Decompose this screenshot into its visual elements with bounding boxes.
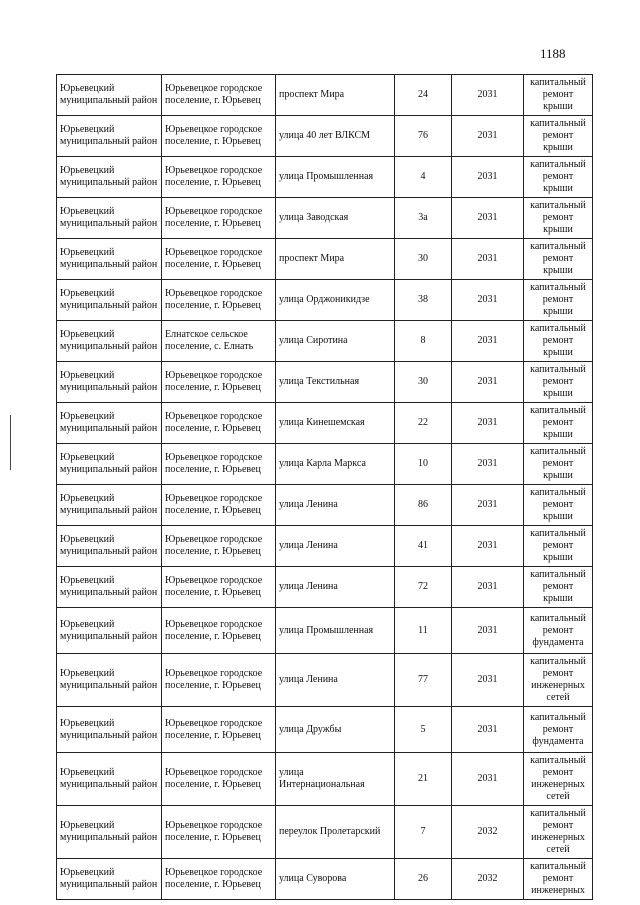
- year-cell: 2031: [452, 280, 524, 321]
- district-cell: Юрьевецкий муниципальный район: [57, 280, 162, 321]
- house-number-cell: 11: [395, 608, 452, 654]
- year-cell: 2031: [452, 75, 524, 116]
- year-cell: 2031: [452, 526, 524, 567]
- house-number-cell: 4: [395, 157, 452, 198]
- settlement-cell: Юрьевецкое городское поселение, г. Юрьевец: [162, 157, 276, 198]
- house-number-cell: 5: [395, 707, 452, 753]
- work-type-cell: капитальный ремонт крыши: [524, 485, 593, 526]
- district-cell: Юрьевецкий муниципальный район: [57, 403, 162, 444]
- table-row: [57, 157, 593, 198]
- work-type-cell: капитальный ремонт крыши: [524, 321, 593, 362]
- work-type-cell: капитальный ремонт крыши: [524, 526, 593, 567]
- house-number-cell: 30: [395, 362, 452, 403]
- settlement-cell: Юрьевецкое городское поселение, г. Юрьевец: [162, 485, 276, 526]
- work-type-cell: капитальный ремонт крыши: [524, 567, 593, 608]
- house-number-cell: 86: [395, 485, 452, 526]
- work-type-cell: капитальный ремонт фундамента: [524, 608, 593, 654]
- year-cell: 2031: [452, 707, 524, 753]
- district-cell: Юрьевецкий муниципальный район: [57, 362, 162, 403]
- settlement-cell: Юрьевецкое городское поселение, г. Юрьевец: [162, 567, 276, 608]
- street-cell: улица Карла Маркса: [276, 444, 395, 485]
- street-cell: улица Сиротина: [276, 321, 395, 362]
- street-cell: проспект Мира: [276, 75, 395, 116]
- street-cell: улица Ленина: [276, 567, 395, 608]
- year-cell: 2031: [452, 403, 524, 444]
- table-body: [57, 75, 593, 900]
- street-cell: улица Суворова: [276, 859, 395, 900]
- district-cell: Юрьевецкий муниципальный район: [57, 116, 162, 157]
- year-cell: 2031: [452, 239, 524, 280]
- year-cell: 2031: [452, 321, 524, 362]
- district-cell: Юрьевецкий муниципальный район: [57, 75, 162, 116]
- street-cell: улица Дружбы: [276, 707, 395, 753]
- work-type-cell: капитальный ремонт крыши: [524, 280, 593, 321]
- work-type-cell: капитальный ремонт крыши: [524, 75, 593, 116]
- house-number-cell: 76: [395, 116, 452, 157]
- table-row: [57, 280, 593, 321]
- settlement-cell: Юрьевецкое городское поселение, г. Юрьевец: [162, 444, 276, 485]
- table-row: [57, 654, 593, 707]
- settlement-cell: Юрьевецкое городское поселение, г. Юрьевец: [162, 526, 276, 567]
- page-number: 1188: [540, 46, 566, 61]
- street-cell: улица Заводская: [276, 198, 395, 239]
- table-row: [57, 321, 593, 362]
- year-cell: 2031: [452, 198, 524, 239]
- district-cell: Юрьевецкий муниципальный район: [57, 567, 162, 608]
- table-row: [57, 859, 593, 900]
- settlement-cell: Юрьевецкое городское поселение, г. Юрьевец: [162, 362, 276, 403]
- house-number-cell: 77: [395, 654, 452, 707]
- work-type-cell: капитальный ремонт крыши: [524, 198, 593, 239]
- settlement-cell: Юрьевецкое городское поселение, г. Юрьевец: [162, 859, 276, 900]
- district-cell: Юрьевецкий муниципальный район: [57, 654, 162, 707]
- work-type-cell: капитальный ремонт инженерных сетей: [524, 654, 593, 707]
- table-row: [57, 526, 593, 567]
- house-number-cell: 8: [395, 321, 452, 362]
- house-number-cell: 21: [395, 753, 452, 806]
- table-row: [57, 485, 593, 526]
- settlement-cell: Юрьевецкое городское поселение, г. Юрьевец: [162, 75, 276, 116]
- settlement-cell: Елнатское сельское поселение, с. Елнать: [162, 321, 276, 362]
- street-cell: проспект Мира: [276, 239, 395, 280]
- repair-schedule-table: [56, 74, 593, 900]
- table-row: [57, 403, 593, 444]
- settlement-cell: Юрьевецкое городское поселение, г. Юрьевец: [162, 280, 276, 321]
- year-cell: 2031: [452, 116, 524, 157]
- street-cell: улица Интернациональная: [276, 753, 395, 806]
- year-cell: 2031: [452, 608, 524, 654]
- table-row: [57, 753, 593, 806]
- district-cell: Юрьевецкий муниципальный район: [57, 239, 162, 280]
- table-row: [57, 198, 593, 239]
- table-row: [57, 806, 593, 859]
- district-cell: Юрьевецкий муниципальный район: [57, 806, 162, 859]
- street-cell: переулок Пролетарский: [276, 806, 395, 859]
- district-cell: Юрьевецкий муниципальный район: [57, 444, 162, 485]
- year-cell: 2031: [452, 444, 524, 485]
- table-row: [57, 567, 593, 608]
- street-cell: улица Ленина: [276, 654, 395, 707]
- table-row: [57, 239, 593, 280]
- work-type-cell: капитальный ремонт инженерных сетей: [524, 806, 593, 859]
- district-cell: Юрьевецкий муниципальный район: [57, 485, 162, 526]
- work-type-cell: капитальный ремонт крыши: [524, 444, 593, 485]
- street-cell: улица Орджоникидзе: [276, 280, 395, 321]
- district-cell: Юрьевецкий муниципальный район: [57, 707, 162, 753]
- work-type-cell: капитальный ремонт инженерных: [524, 859, 593, 900]
- house-number-cell: 7: [395, 806, 452, 859]
- house-number-cell: 10: [395, 444, 452, 485]
- street-cell: улица Ленина: [276, 526, 395, 567]
- district-cell: Юрьевецкий муниципальный район: [57, 157, 162, 198]
- house-number-cell: 24: [395, 75, 452, 116]
- table-row: [57, 75, 593, 116]
- house-number-cell: 22: [395, 403, 452, 444]
- year-cell: 2031: [452, 157, 524, 198]
- settlement-cell: Юрьевецкое городское поселение, г. Юрьевец: [162, 116, 276, 157]
- work-type-cell: капитальный ремонт крыши: [524, 116, 593, 157]
- year-cell: 2032: [452, 806, 524, 859]
- year-cell: 2031: [452, 362, 524, 403]
- work-type-cell: капитальный ремонт инженерных сетей: [524, 753, 593, 806]
- street-cell: улица Промышленная: [276, 157, 395, 198]
- table-row: [57, 116, 593, 157]
- house-number-cell: 30: [395, 239, 452, 280]
- settlement-cell: Юрьевецкое городское поселение, г. Юрьевец: [162, 239, 276, 280]
- work-type-cell: капитальный ремонт фундамента: [524, 707, 593, 753]
- work-type-cell: капитальный ремонт крыши: [524, 403, 593, 444]
- year-cell: 2031: [452, 753, 524, 806]
- district-cell: Юрьевецкий муниципальный район: [57, 753, 162, 806]
- district-cell: Юрьевецкий муниципальный район: [57, 198, 162, 239]
- table-row: [57, 707, 593, 753]
- settlement-cell: Юрьевецкое городское поселение, г. Юрьевец: [162, 753, 276, 806]
- settlement-cell: Юрьевецкое городское поселение, г. Юрьевец: [162, 654, 276, 707]
- work-type-cell: капитальный ремонт крыши: [524, 239, 593, 280]
- year-cell: 2031: [452, 654, 524, 707]
- district-cell: Юрьевецкий муниципальный район: [57, 859, 162, 900]
- house-number-cell: 38: [395, 280, 452, 321]
- settlement-cell: Юрьевецкое городское поселение, г. Юрьевец: [162, 403, 276, 444]
- street-cell: улица 40 лет ВЛКСМ: [276, 116, 395, 157]
- settlement-cell: Юрьевецкое городское поселение, г. Юрьевец: [162, 707, 276, 753]
- settlement-cell: Юрьевецкое городское поселение, г. Юрьевец: [162, 608, 276, 654]
- district-cell: Юрьевецкий муниципальный район: [57, 526, 162, 567]
- district-cell: Юрьевецкий муниципальный район: [57, 321, 162, 362]
- year-cell: 2031: [452, 567, 524, 608]
- table-row: [57, 362, 593, 403]
- work-type-cell: капитальный ремонт крыши: [524, 362, 593, 403]
- table-row: [57, 444, 593, 485]
- house-number-cell: 72: [395, 567, 452, 608]
- work-type-cell: капитальный ремонт крыши: [524, 157, 593, 198]
- year-cell: 2032: [452, 859, 524, 900]
- settlement-cell: Юрьевецкое городское поселение, г. Юрьевец: [162, 806, 276, 859]
- year-cell: 2031: [452, 485, 524, 526]
- house-number-cell: 3а: [395, 198, 452, 239]
- table-row: [57, 608, 593, 654]
- street-cell: улица Промышленная: [276, 608, 395, 654]
- street-cell: улица Кинешемская: [276, 403, 395, 444]
- street-cell: улица Текстильная: [276, 362, 395, 403]
- house-number-cell: 26: [395, 859, 452, 900]
- street-cell: улица Ленина: [276, 485, 395, 526]
- margin-mark: [10, 415, 11, 470]
- settlement-cell: Юрьевецкое городское поселение, г. Юрьевец: [162, 198, 276, 239]
- district-cell: Юрьевецкий муниципальный район: [57, 608, 162, 654]
- house-number-cell: 41: [395, 526, 452, 567]
